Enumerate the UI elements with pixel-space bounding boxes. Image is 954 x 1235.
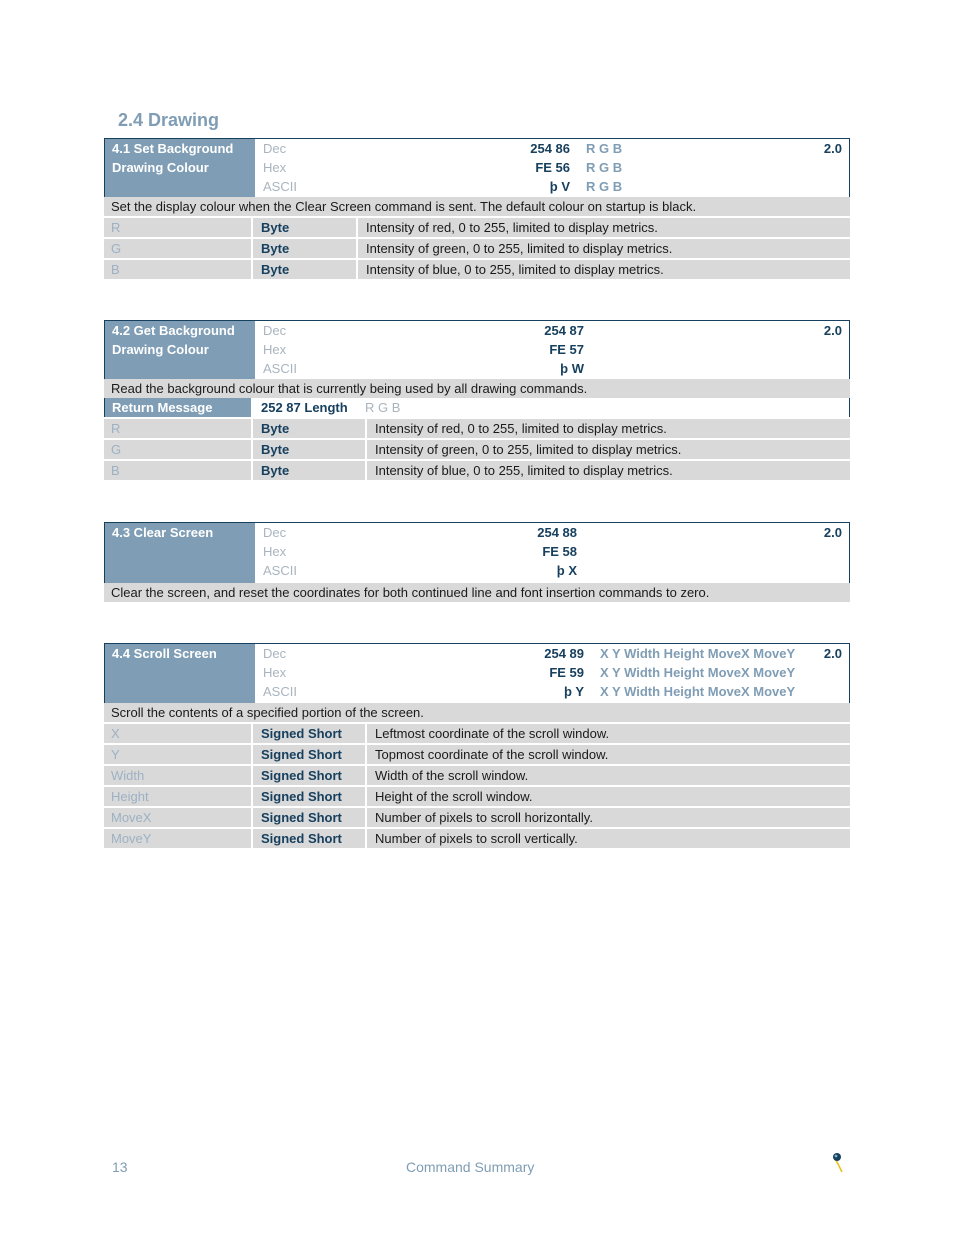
hex-label: Hex	[263, 342, 287, 357]
version-badge: 2.0	[823, 141, 842, 156]
dec-params: R G B	[586, 141, 623, 156]
param-row	[104, 218, 850, 239]
param-row	[104, 787, 850, 808]
command-title	[105, 523, 255, 583]
return-message-label: Return Message	[105, 398, 251, 417]
dec-label: Dec	[263, 323, 287, 338]
param-row	[104, 829, 850, 850]
param-type: Byte	[253, 440, 365, 459]
hex-params: R G B	[586, 160, 623, 175]
param-desc: Number of pixels to scroll horizontally.	[367, 808, 850, 827]
param-type: Byte	[253, 260, 356, 279]
param-type: Signed Short	[253, 829, 365, 848]
hex-label: Hex	[263, 160, 287, 175]
ascii-label: ASCII	[263, 179, 297, 194]
param-desc: Intensity of red, 0 to 255, limited to display metrics.	[367, 419, 850, 438]
param-row	[104, 461, 850, 482]
ascii-label: ASCII	[263, 361, 297, 376]
command-title	[105, 644, 255, 703]
command-title	[105, 321, 255, 379]
param-row	[104, 766, 850, 787]
hex-params: X Y Width Height MoveX MoveY	[600, 665, 796, 680]
param-name: Width	[104, 766, 251, 785]
ascii-value: þ Y	[564, 684, 584, 699]
param-name: MoveX	[104, 808, 251, 827]
version-badge: 2.0	[823, 525, 842, 540]
ascii-params: X Y Width Height MoveX MoveY	[600, 684, 796, 699]
param-type: Signed Short	[253, 808, 365, 827]
param-row	[104, 440, 850, 461]
ascii-value: þ W	[560, 361, 584, 376]
command-title-line1: 4.4 Scroll Screen	[112, 646, 217, 661]
ascii-label: ASCII	[263, 684, 297, 699]
param-name: MoveY	[104, 829, 251, 848]
param-type: Byte	[253, 419, 365, 438]
param-type: Byte	[253, 461, 365, 480]
param-name: G	[104, 239, 251, 258]
dec-value: 254 86	[530, 141, 570, 156]
ascii-value: þ V	[549, 179, 570, 194]
param-type: Signed Short	[253, 745, 365, 764]
param-type: Signed Short	[253, 787, 365, 806]
command-get-background	[104, 320, 850, 482]
hex-value: FE 59	[549, 665, 584, 680]
command-set-background	[104, 138, 850, 281]
param-desc: Topmost coordinate of the scroll window.	[367, 745, 850, 764]
param-type: Signed Short	[253, 724, 365, 743]
param-row	[104, 260, 850, 281]
param-row	[104, 239, 850, 260]
command-codes	[255, 644, 849, 703]
command-description: Read the background colour that is currently being used by all drawing commands.	[104, 379, 850, 400]
version-badge: 2.0	[823, 646, 842, 661]
param-desc: Intensity of green, 0 to 255, limited to display metrics.	[358, 239, 850, 258]
command-description: Clear the screen, and reset the coordinates for both continued line and font insertion commands to zero.	[104, 583, 850, 604]
param-desc: Intensity of blue, 0 to 255, limited to display metrics.	[367, 461, 850, 480]
param-desc: Leftmost coordinate of the scroll window.	[367, 724, 850, 743]
command-title	[105, 139, 255, 197]
param-name: R	[104, 419, 251, 438]
command-codes	[255, 523, 849, 583]
param-name: R	[104, 218, 251, 237]
command-title-line1: 4.3 Clear Screen	[112, 525, 214, 540]
param-name: G	[104, 440, 251, 459]
command-codes	[255, 139, 849, 197]
dec-params: X Y Width Height MoveX MoveY	[600, 646, 796, 661]
param-desc: Width of the scroll window.	[367, 766, 850, 785]
param-name: B	[104, 260, 251, 279]
param-row	[104, 724, 850, 745]
return-message-row	[104, 398, 850, 417]
command-title-line1: 4.2 Get Background	[112, 323, 235, 338]
param-desc: Intensity of blue, 0 to 255, limited to display metrics.	[358, 260, 850, 279]
dec-value: 254 89	[544, 646, 584, 661]
param-row	[104, 419, 850, 440]
pin-logo-icon	[828, 1150, 846, 1174]
command-title-line2: Drawing Colour	[112, 342, 209, 357]
param-desc: Intensity of red, 0 to 255, limited to display metrics.	[358, 218, 850, 237]
param-type: Byte	[253, 239, 356, 258]
param-desc: Intensity of green, 0 to 255, limited to display metrics.	[367, 440, 850, 459]
param-type: Signed Short	[253, 766, 365, 785]
command-description: Scroll the contents of a specified portion of the screen.	[104, 703, 850, 724]
param-row	[104, 745, 850, 766]
param-name: B	[104, 461, 251, 480]
param-desc: Height of the scroll window.	[367, 787, 850, 806]
hex-value: FE 57	[549, 342, 584, 357]
hex-value: FE 56	[535, 160, 570, 175]
dec-label: Dec	[263, 646, 287, 661]
command-header	[104, 138, 850, 197]
footer-title: Command Summary	[406, 1159, 535, 1175]
dec-label: Dec	[263, 141, 287, 156]
param-name: Height	[104, 787, 251, 806]
hex-label: Hex	[263, 665, 287, 680]
return-message-value: 252 87 Length	[261, 400, 348, 415]
version-badge: 2.0	[823, 323, 842, 338]
page-number: 13	[112, 1159, 128, 1175]
command-header	[104, 320, 850, 379]
command-header	[104, 643, 850, 703]
ascii-label: ASCII	[263, 563, 297, 578]
return-message-params: R G B	[365, 400, 401, 415]
section-heading: 2.4 Drawing	[118, 110, 220, 130]
command-title-line2: Drawing Colour	[112, 160, 209, 175]
param-name: Y	[104, 745, 251, 764]
command-description: Set the display colour when the Clear Screen command is sent. The default colour on startup is black.	[104, 197, 850, 218]
param-type: Byte	[253, 218, 356, 237]
command-clear-screen	[104, 522, 850, 604]
ascii-params: R G B	[586, 179, 623, 194]
param-row	[104, 808, 850, 829]
dec-label: Dec	[263, 525, 287, 540]
command-title-line1: 4.1 Set Background	[112, 141, 234, 156]
ascii-value: þ X	[556, 563, 577, 578]
dec-value: 254 87	[544, 323, 584, 338]
param-desc: Number of pixels to scroll vertically.	[367, 829, 850, 848]
command-scroll-screen	[104, 643, 850, 850]
command-codes	[255, 321, 849, 379]
param-name: X	[104, 724, 251, 743]
dec-value: 254 88	[537, 525, 577, 540]
hex-value: FE 58	[542, 544, 577, 559]
command-header	[104, 522, 850, 583]
hex-label: Hex	[263, 544, 287, 559]
